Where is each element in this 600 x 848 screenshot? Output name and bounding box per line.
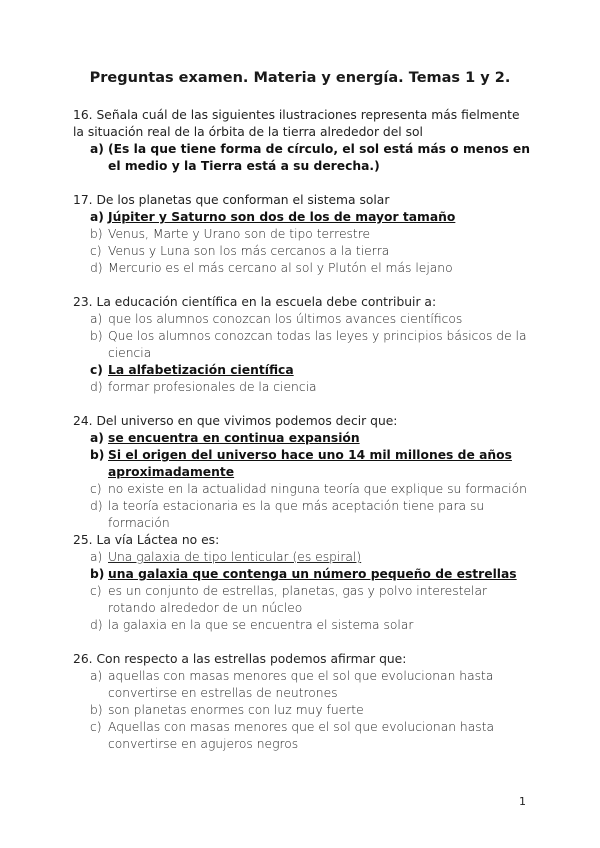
document-title: Preguntas examen. Materia y energía. Temas 1 y 2.: [89, 70, 511, 86]
answer-option: [90, 328, 533, 362]
question-26: [73, 651, 533, 753]
option-letter: b): [90, 227, 103, 241]
answer-option: [90, 430, 533, 447]
question-stem: 16. Señala cuál de las siguientes ilustraciones representa más fielmente la situación real de la órbita de la tierra alrededor del sol: [73, 108, 520, 139]
option-letter: c): [90, 720, 102, 734]
question-16: [73, 107, 533, 175]
option-text: la teoría estacionaria es la que más aceptación tiene para su formación: [108, 499, 485, 530]
option-text: una galaxia que contenga un número pequeño de estrellas: [108, 567, 517, 581]
option-letter: c): [90, 363, 103, 377]
answer-option: [90, 481, 533, 498]
option-text: aquellas con masas menores que el sol que evolucionan hasta convertirse en estrellas de neutrones: [108, 669, 494, 700]
answer-option: [90, 498, 533, 532]
option-letter: d): [90, 618, 103, 632]
option-text: la galaxia en la que se encuentra el sistema solar: [108, 618, 414, 632]
option-text: La alfabetización científica: [108, 363, 294, 377]
option-text: Que los alumnos conozcan todas las leyes y principios básicos de la ciencia: [108, 329, 527, 360]
question-24: [73, 413, 533, 532]
option-letter: d): [90, 261, 103, 275]
answer-option: [90, 209, 533, 226]
option-letter: a): [90, 431, 104, 445]
option-letter: c): [90, 482, 102, 496]
question-25: [73, 532, 533, 634]
option-text: que los alumnos conozcan los últimos avances científicos: [108, 312, 463, 326]
option-letter: b): [90, 703, 103, 717]
option-text: (Es la que tiene forma de círculo, el sol está más o menos en el medio y la Tierra está a su derecha.): [108, 142, 531, 173]
answer-option: [90, 617, 533, 634]
option-text: Júpiter y Saturno son dos de los de mayor tamaño: [108, 210, 456, 224]
option-letter: a): [90, 210, 104, 224]
option-letter: d): [90, 380, 103, 394]
option-letter: a): [90, 142, 104, 156]
answer-option: [90, 141, 533, 175]
answer-option: [90, 226, 533, 243]
option-letter: a): [90, 550, 103, 564]
answer-option: [90, 243, 533, 260]
answer-option: [90, 311, 533, 328]
question-23: [73, 294, 533, 396]
page-number: 1: [519, 795, 526, 808]
option-text: Venus y Luna son los más cercanos a la tierra: [108, 244, 390, 258]
option-letter: a): [90, 669, 103, 683]
option-text: se encuentra en continua expansión: [108, 431, 360, 445]
option-text: Venus, Marte y Urano son de tipo terrestre: [108, 227, 371, 241]
option-text: Aquellas con masas menores que el sol que evolucionan hasta convertirse en agujeros negros: [108, 720, 495, 751]
option-text: formar profesionales de la ciencia: [108, 380, 317, 394]
option-text: es un conjunto de estrellas, planetas, gas y polvo interestelar rotando alrededor de un núcleo: [108, 584, 488, 615]
option-letter: b): [90, 329, 103, 343]
answer-option: [90, 702, 533, 719]
answer-option: [90, 719, 533, 753]
option-letter: c): [90, 584, 102, 598]
option-letter: a): [90, 312, 103, 326]
option-letter: d): [90, 499, 103, 513]
question-list: [73, 107, 533, 753]
question-stem: 26. Con respecto a las estrellas podemos afirmar que:: [73, 652, 407, 666]
question-stem: 23. La educación científica en la escuela debe contribuir a:: [73, 295, 437, 309]
answer-option: [90, 379, 533, 396]
answer-option: [90, 260, 533, 277]
answer-option: [90, 583, 533, 617]
option-text: son planetas enormes con luz muy fuerte: [108, 703, 364, 717]
answer-option: [90, 549, 533, 566]
option-text: Una galaxia de tipo lenticular (es espiral): [108, 550, 362, 564]
answer-option: [90, 668, 533, 702]
option-text: Si el origen del universo hace uno 14 mil millones de años aproximadamente: [108, 448, 512, 479]
answer-option: [90, 362, 533, 379]
question-17: [73, 192, 533, 277]
answer-option: [90, 566, 533, 583]
question-stem: 25. La vía Láctea no es:: [73, 533, 220, 547]
answer-option: [90, 447, 533, 481]
option-text: no existe en la actualidad ninguna teoría que explique su formación: [108, 482, 527, 496]
question-stem: 24. Del universo en que vivimos podemos decir que:: [73, 414, 398, 428]
question-stem: 17. De los planetas que conforman el sistema solar: [73, 193, 390, 207]
option-letter: b): [90, 448, 105, 462]
option-letter: b): [90, 567, 105, 581]
option-letter: c): [90, 244, 102, 258]
option-text: Mercurio es el más cercano al sol y Plutón el más lejano: [108, 261, 453, 275]
